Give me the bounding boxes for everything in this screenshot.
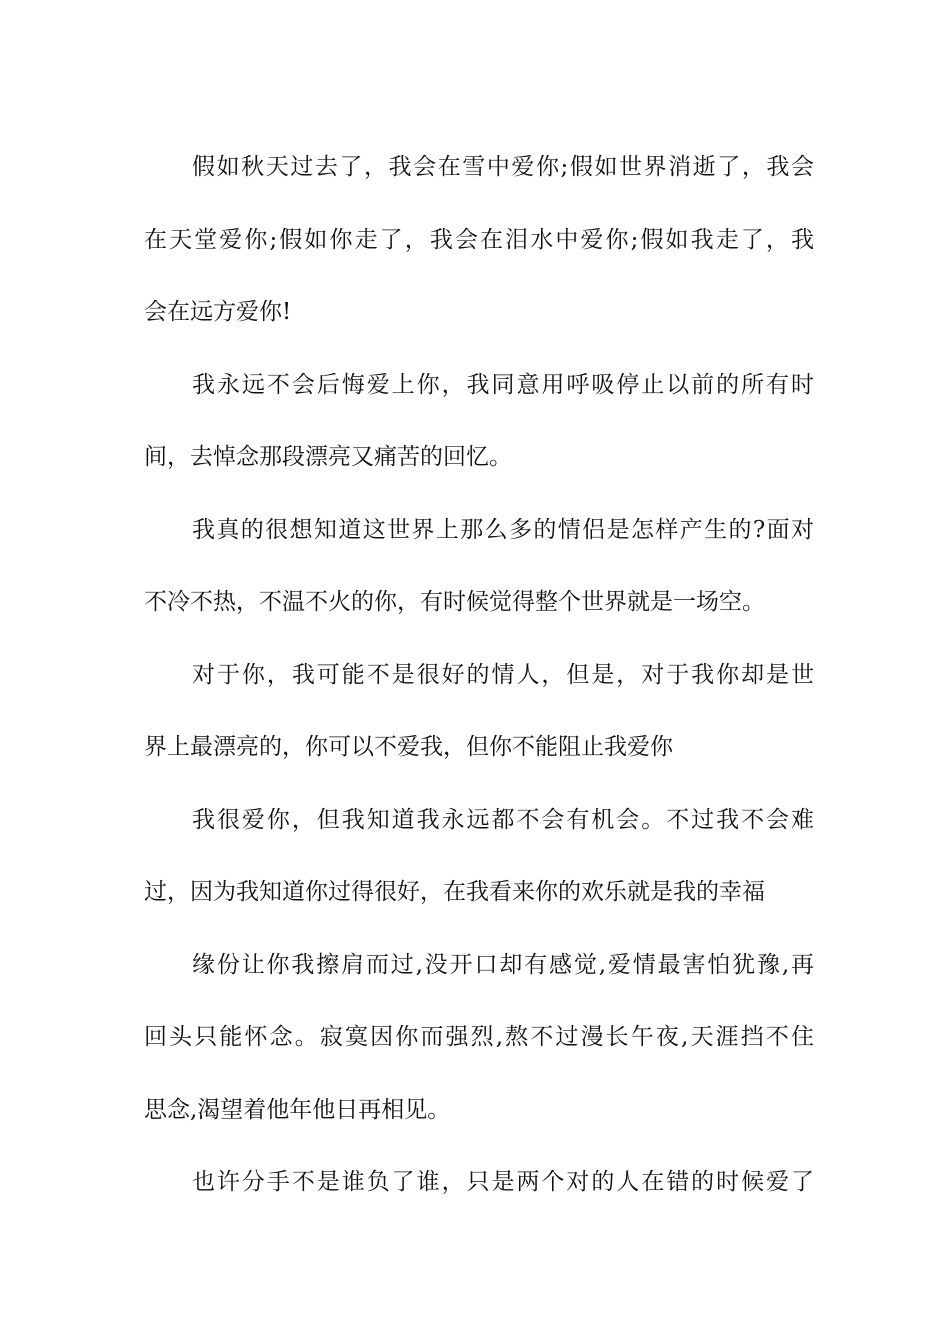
document-body xyxy=(144,131,814,1219)
paragraph-5-line-1: 我很爱你，但我知道我永远都不会有机会。不过我不会难 xyxy=(192,806,814,833)
paragraph-1-line-2: 在天堂爱你;假如你走了，我会在泪水中爱你;假如我走了，我 xyxy=(144,226,814,253)
paragraph-5-line-2: 过，因为我知道你过得很好，在我看来你的欢乐就是我的幸福 xyxy=(144,879,765,905)
paragraph-3-line-1: 我真的很想知道这世界上那么多的情侣是怎样产生的?面对 xyxy=(192,516,814,543)
paragraph-6-line-1: 缘份让你我擦肩而过,没开口却有感觉,爱情最害怕犹豫,再 xyxy=(192,951,814,978)
paragraph-7-line-1: 也许分手不是谁负了谁，只是两个对的人在错的时候爱了 xyxy=(192,1169,814,1195)
paragraph-1-line-3: 会在远方爱你! xyxy=(144,299,292,325)
paragraph-1-line-1: 假如秋天过去了，我会在雪中爱你;假如世界消逝了，我会 xyxy=(192,154,814,180)
paragraph-2-line-2: 间，去悼念那段漂亮又痛苦的回忆。 xyxy=(144,444,512,470)
paragraph-4-line-1: 对于你，我可能不是很好的情人，但是，对于我你却是世 xyxy=(192,661,814,688)
paragraph-2-line-1: 我永远不会后悔爱上你，我同意用呼吸停止以前的所有时 xyxy=(192,371,814,398)
paragraph-4-line-2: 界上最漂亮的，你可以不爱我，但你不能阻止我爱你 xyxy=(144,734,673,760)
paragraph-6-line-3: 思念,渴望着他年他日再相见。 xyxy=(144,1096,451,1123)
paragraph-6-line-2: 回头只能怀念。寂寞因你而强烈,熬不过漫长午夜,天涯挡不住 xyxy=(144,1024,814,1050)
paragraph-3-line-2: 不冷不热，不温不火的你，有时候觉得整个世界就是一场空。 xyxy=(144,589,765,615)
